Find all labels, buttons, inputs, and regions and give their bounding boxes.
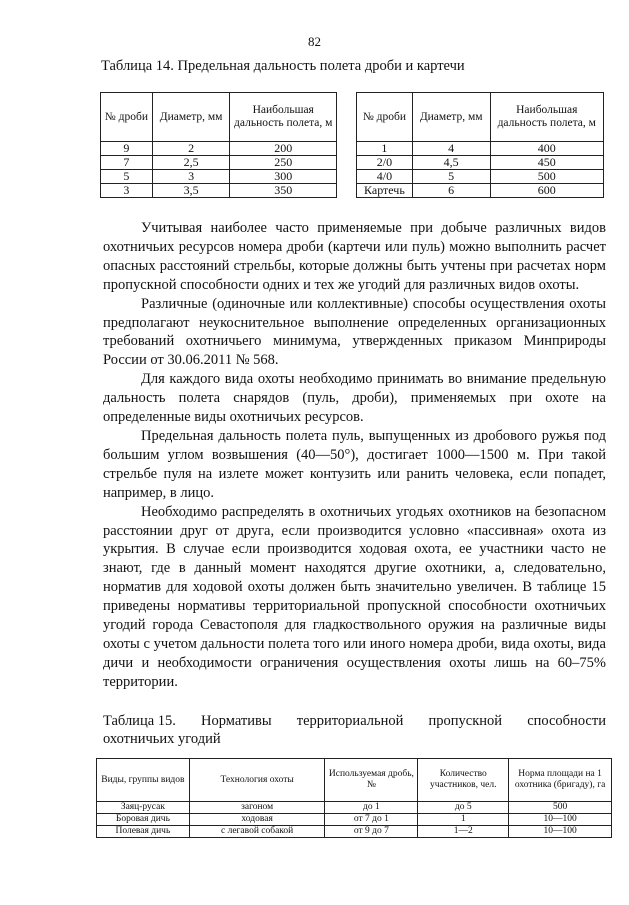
- table-cell: 200: [230, 142, 337, 156]
- table-cell: 1: [418, 814, 509, 826]
- page-number: 82: [308, 34, 321, 49]
- table-cell: ходовая: [189, 814, 325, 826]
- table-cell: 2: [152, 142, 230, 156]
- table-cell: 10—100: [509, 814, 612, 826]
- header-max-range: Наибольшая дальность полета, м: [230, 93, 337, 142]
- table-cell: 450: [490, 156, 603, 170]
- table-row: [101, 156, 337, 170]
- table-cell: 4,5: [412, 156, 490, 170]
- table-row: [357, 156, 604, 170]
- table-row: [357, 170, 604, 184]
- header-diameter: Диаметр, мм: [152, 93, 230, 142]
- table-cell: 300: [230, 170, 337, 184]
- table-15-caption: [103, 712, 606, 748]
- header-shot-number: № дроби: [101, 93, 153, 142]
- paragraph: Предельная дальность полета пуль, выпущенных из дробового ружья под большим углом возвышения (40—50°), достигает 1000—1500 м. При такой стрельбе пуля на излете может контузить или ранить человека, если попадет, например, в лицо.: [103, 427, 606, 501]
- table-cell: Боровая дичь: [97, 814, 190, 826]
- table-row: [101, 170, 337, 184]
- caption-word: Нормативы: [201, 713, 272, 729]
- table-cell: 500: [509, 802, 612, 814]
- table-cell: 9: [101, 142, 153, 156]
- table-row: [97, 802, 612, 814]
- table-cell: 10—100: [509, 826, 612, 838]
- table-header-row: [357, 93, 604, 142]
- table-header-row: [101, 93, 337, 142]
- table-cell: 4: [412, 142, 490, 156]
- table-cell: 1: [357, 142, 413, 156]
- header-species: Виды, группы видов: [97, 759, 190, 802]
- table-cell: 600: [490, 184, 603, 198]
- paragraph: Для каждого вида охоты необходимо принимать во внимание предельную дальность полета снарядов (пуль, дроби), применяемых при охоте на определенные виды охотничьих ресурсов.: [103, 371, 606, 426]
- header-shot-used: Используемая дробь, №: [325, 759, 418, 802]
- table-cell: 350: [230, 184, 337, 198]
- paragraph: Необходимо распределять в охотничьих угодьях охотников на безопасном расстоянии друг от друга, если производится условно «пассивная» охота из укрытия. В случае если производится ходовая охота, ее участники часто не знают, где в данный момент находятся другие охотники, а, следовательно, норматив для ходовой охоты должен быть значительно увеличен. В таблице 15 приведены нормативы территориальной пропускной способности охотничьих угодий города Севастополя для гладкоствольного оружия на различные виды охоты с учетом дальности полета того или иного номера дроби, вида охоты, вида дичи и необходимости ограничения осуществления охоты лишь на 60–75% территории.: [103, 503, 606, 690]
- table-cell: до 1: [325, 802, 418, 814]
- header-participants: Количество участников, чел.: [418, 759, 509, 802]
- paragraph: Различные (одиночные или коллективные) способы осуществления охоты предполагают неукоснительное выполнение определенных организационных требований охотничьего минимума, утвержденных приказом Минприроды России от 30.06.2011 № 568.: [103, 295, 606, 369]
- table-cell: 3: [101, 184, 153, 198]
- table-row: [357, 184, 604, 198]
- table-cell: 5: [412, 170, 490, 184]
- table-cell: 5: [101, 170, 153, 184]
- table-header-row: [97, 759, 612, 802]
- table-cell: 4/0: [357, 170, 413, 184]
- caption-line-2: охотничьих угодий: [103, 731, 221, 747]
- table-14-caption: Таблица 14. Предельная дальность полета дроби и картечи: [101, 58, 465, 74]
- table-cell: 500: [490, 170, 603, 184]
- table-row: [101, 142, 337, 156]
- table-cell: 7: [101, 156, 153, 170]
- table-cell: Картечь: [357, 184, 413, 198]
- table-cell: 250: [230, 156, 337, 170]
- table-row: [97, 826, 612, 838]
- caption-word: пропускной: [428, 713, 503, 729]
- header-shot-number: № дроби: [357, 93, 413, 142]
- header-area-norm: Норма площади на 1 охотника (бригаду), га: [509, 759, 612, 802]
- table-cell: Полевая дичь: [97, 826, 190, 838]
- table-row: [357, 142, 604, 156]
- table-cell: от 7 до 1: [325, 814, 418, 826]
- table-cell: 3,5: [152, 184, 230, 198]
- table-cell: 2,5: [152, 156, 230, 170]
- header-max-range: Наибольшая дальность полета, м: [490, 93, 603, 142]
- table-cell: до 5: [418, 802, 509, 814]
- table-cell: 3: [152, 170, 230, 184]
- table-15: [96, 758, 612, 838]
- table-cell: 1—2: [418, 826, 509, 838]
- paragraph: Учитывая наиболее часто применяемые при добыче различных видов охотничьих ресурсов номера дроби (картечи или пуль) можно выполнить расчет опасных расстояний стрельбы, которые должны быть учтены при расчетах норм пропускной способности одних и тех же угодий для различных видов охоты.: [103, 220, 606, 293]
- caption-word: способности: [527, 713, 606, 729]
- table-14-left: [100, 92, 337, 198]
- table-cell: 2/0: [357, 156, 413, 170]
- table-cell: загоном: [189, 802, 325, 814]
- caption-word: территориальной: [296, 713, 404, 729]
- body-text: [103, 219, 606, 692]
- table-cell: с легавой собакой: [189, 826, 325, 838]
- table-cell: 400: [490, 142, 603, 156]
- table-cell: 6: [412, 184, 490, 198]
- table-cell: от 9 до 7: [325, 826, 418, 838]
- table-row: [97, 814, 612, 826]
- caption-word: Таблица 15.: [103, 713, 176, 729]
- header-hunting-technology: Технология охоты: [189, 759, 325, 802]
- table-cell: Заяц-русак: [97, 802, 190, 814]
- table-row: [101, 184, 337, 198]
- header-diameter: Диаметр, мм: [412, 93, 490, 142]
- table-14-right: [356, 92, 604, 198]
